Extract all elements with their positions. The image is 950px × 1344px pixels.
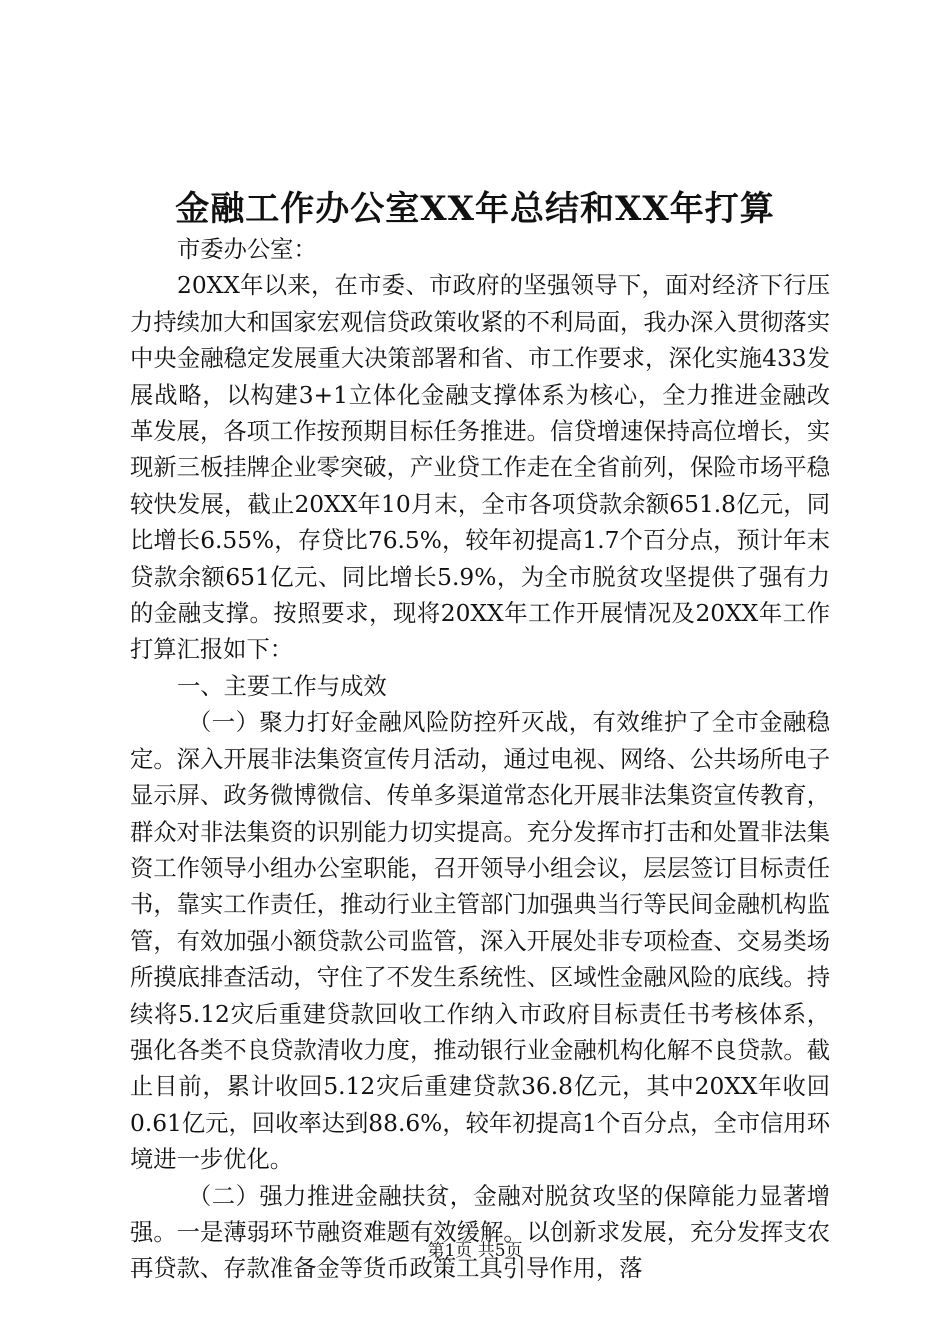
paragraph-section-2: （二）强力推进金融扶贫，金融对脱贫攻坚的保障能力显著增强。一是薄弱环节融资难题有效缓解。以创新求发展，充分发挥支农再贷款、存款准备金等货币政策工具引导作用，落 <box>130 1182 830 1283</box>
paragraph-section-1: （一）聚力打好金融风险防控歼灭战，有效维护了全市金融稳定。深入开展非法集资宣传月活动，通过电视、网络、公共场所电子显示屏、政务微博微信、传单多渠道常态化开展非法集资宣传教育，群众对非法集资的识别能力切实提高。充分发挥市打击和处置非法集资工作领导小组办公室职能，召开领导小组会议，层层签订目标责任书，靠实工作责任，推动行业主管部门加强典当行等民间金融机构监管，有效加强小额贷款公司监管，深入开展处非专项检查、交易类场所摸底排查活动，守住了不发生系统性、区域性金融风险的底线。持续将5.12灾后重建贷款回收工作纳入市政府目标责任书考核体系，强化各类不良贷款清收力度，推动银行业金融机构化解不良贷款。截止目前，累计收回5.12灾后重建贷款36.8亿元，其中20XX年收回0.61亿元，回收率达到88.6%，较年初提高1个百分点，全市信用环境进一步优化。 <box>130 709 830 1174</box>
page-footer: 第1页 共5页 <box>427 1241 523 1261</box>
section-heading-1: 一、主要工作与成效 <box>177 672 387 700</box>
paragraph-intro: 20XX年以来，在市委、市政府的坚强领导下，面对经济下行压力持续加大和国家宏观信贷政策收紧的不利局面，我办深入贯彻落实中央金融稳定发展重大决策部署和省、市工作要求，深化实施433发展战略，以构建3+1立体化金融支撑体系为核心，全力推进金融改革发展，各项工作按预期目标任务推进。信贷增速保持高位增长，实现新三板挂牌企业零突破，产业贷工作走在全省前列，保险市场平稳较快发展，截止20XX年10月末，全市各项贷款余额651.8亿元，同比增长6.55%，存贷比76.5%，较年初提高1.7个百分点，预计年末贷款余额651亿元、同比增长5.9%，为全市脱贫攻坚提供了强有力的金融支撑。按照要求，现将20XX年工作开展情况及20XX年工作打算汇报如下： <box>130 272 830 664</box>
document-title: 金融工作办公室XX年总结和XX年打算 <box>175 189 775 229</box>
salutation: 市委办公室： <box>177 236 317 263</box>
document-body <box>130 232 830 1288</box>
